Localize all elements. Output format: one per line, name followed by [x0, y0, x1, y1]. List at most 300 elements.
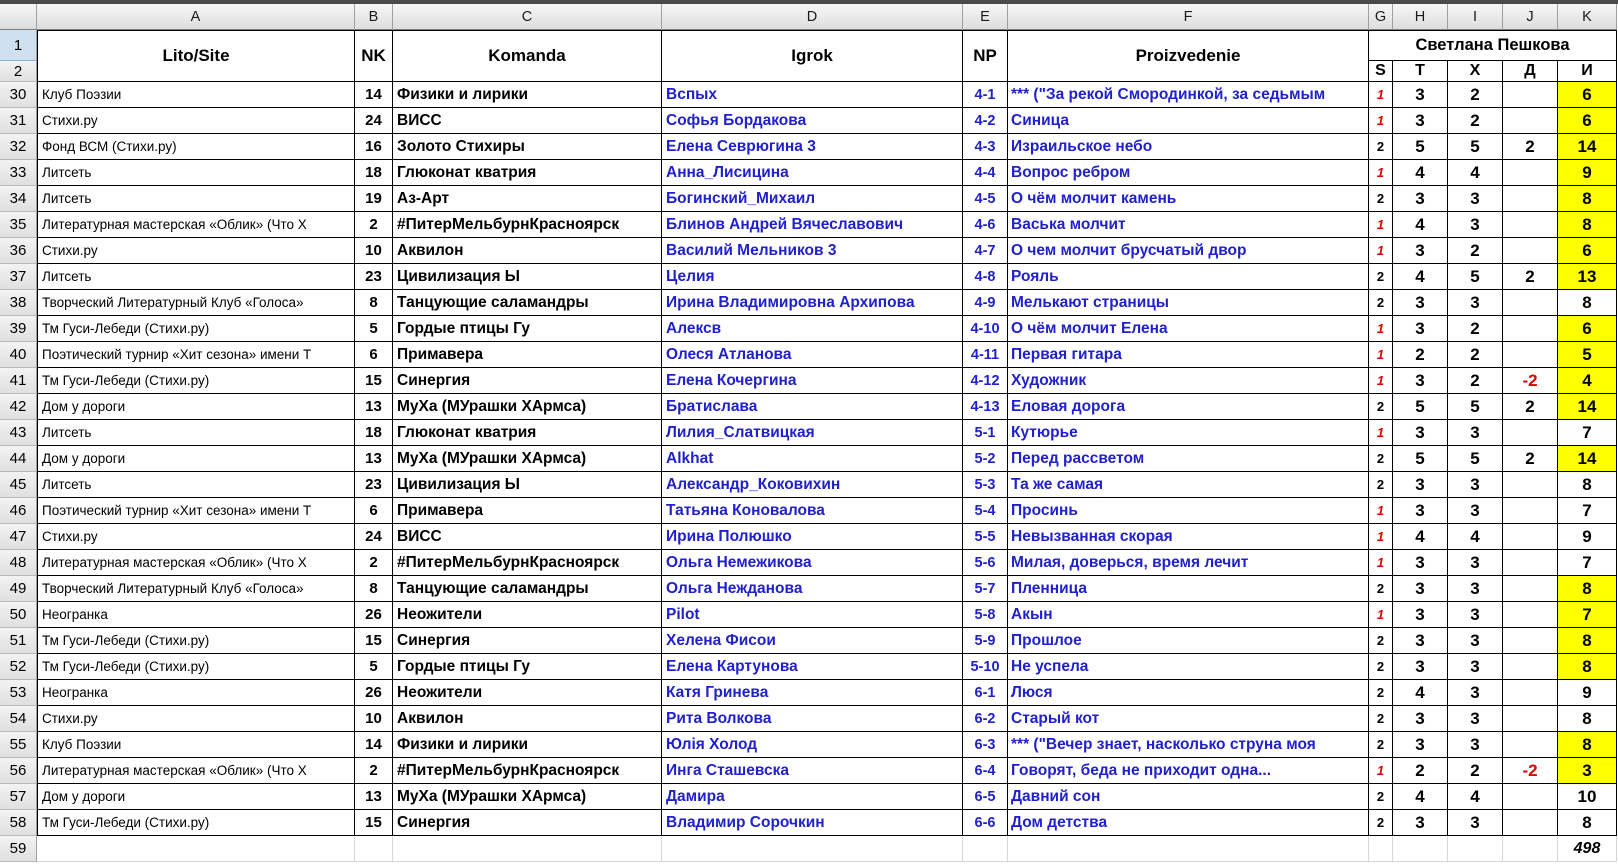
cell-proizvedenie[interactable]: Художник — [1008, 368, 1369, 394]
cell-score-x[interactable]: 3 — [1448, 186, 1503, 212]
row-number[interactable]: 42 — [0, 394, 37, 420]
header-sub-d[interactable]: Д — [1503, 61, 1558, 82]
cell-score-x[interactable]: 3 — [1448, 680, 1503, 706]
cell-score-d[interactable] — [1503, 550, 1558, 576]
cell-score-t[interactable]: 5 — [1393, 446, 1448, 472]
row-number[interactable]: 45 — [0, 472, 37, 498]
cell-score-x[interactable]: 4 — [1448, 160, 1503, 186]
cell-nk[interactable]: 13 — [355, 446, 393, 472]
cell-komanda[interactable]: Танцующие саламандры — [393, 290, 662, 316]
cell-proizvedenie[interactable]: Просинь — [1008, 498, 1369, 524]
cell-proizvedenie[interactable]: Вопрос ребром — [1008, 160, 1369, 186]
cell-np[interactable]: 5-9 — [963, 628, 1008, 654]
cell-np[interactable]: 6-1 — [963, 680, 1008, 706]
cell-proizvedenie[interactable]: Акын — [1008, 602, 1369, 628]
cell-np[interactable]: 5-7 — [963, 576, 1008, 602]
cell-score-total[interactable]: 7 — [1558, 498, 1617, 524]
cell-lito-site[interactable]: Тм Гуси-Лебеди (Стихи.ру) — [37, 628, 355, 654]
row-number[interactable]: 54 — [0, 706, 37, 732]
cell-lito-site[interactable]: Литсеть — [37, 420, 355, 446]
cell-komanda[interactable]: МуХа (МУрашки ХАрмса) — [393, 446, 662, 472]
cell-proizvedenie[interactable]: Израильское небо — [1008, 134, 1369, 160]
cell-score-x[interactable]: 3 — [1448, 498, 1503, 524]
cell-score-x[interactable]: 4 — [1448, 784, 1503, 810]
row-number[interactable]: 52 — [0, 654, 37, 680]
cell-score-x[interactable]: 3 — [1448, 810, 1503, 836]
cell-score-s[interactable]: 1 — [1369, 420, 1393, 446]
header-np[interactable]: NP — [963, 30, 1008, 82]
row-number[interactable]: 48 — [0, 550, 37, 576]
cell-score-total[interactable]: 13 — [1558, 264, 1617, 290]
cell-nk[interactable]: 15 — [355, 810, 393, 836]
cell-score-t[interactable]: 4 — [1393, 680, 1448, 706]
cell-score-t[interactable]: 2 — [1393, 342, 1448, 368]
row-number[interactable]: 35 — [0, 212, 37, 238]
cell-komanda[interactable]: МуХа (МУрашки ХАрмса) — [393, 784, 662, 810]
cell-score-d[interactable] — [1503, 524, 1558, 550]
cell-komanda[interactable]: #ПитерМельбурнКрасноярск — [393, 212, 662, 238]
cell-score-d[interactable] — [1503, 316, 1558, 342]
cell-proizvedenie[interactable]: Пленница — [1008, 576, 1369, 602]
cell-np[interactable]: 4-6 — [963, 212, 1008, 238]
cell-score-t[interactable]: 3 — [1393, 706, 1448, 732]
cell-np[interactable]: 4-7 — [963, 238, 1008, 264]
cell-score-total[interactable]: 7 — [1558, 602, 1617, 628]
cell-score-s[interactable]: 2 — [1369, 394, 1393, 420]
cell-np[interactable]: 4-2 — [963, 108, 1008, 134]
cell-score-t[interactable]: 3 — [1393, 602, 1448, 628]
cell-score-total[interactable]: 8 — [1558, 654, 1617, 680]
cell-score-x[interactable]: 3 — [1448, 576, 1503, 602]
cell-lito-site[interactable]: Стихи.ру — [37, 238, 355, 264]
cell-nk[interactable]: 18 — [355, 160, 393, 186]
cell-np[interactable]: 5-8 — [963, 602, 1008, 628]
cell-score-t[interactable]: 3 — [1393, 108, 1448, 134]
cell-igrok[interactable]: Елена Картунова — [662, 654, 963, 680]
cell-np[interactable]: 5-5 — [963, 524, 1008, 550]
cell-score-total[interactable]: 4 — [1558, 368, 1617, 394]
cell-igrok[interactable]: Целия — [662, 264, 963, 290]
cell-proizvedenie[interactable]: Та же самая — [1008, 472, 1369, 498]
cell-score-s[interactable]: 2 — [1369, 264, 1393, 290]
cell-score-d[interactable] — [1503, 82, 1558, 108]
cell-score-x[interactable]: 2 — [1448, 108, 1503, 134]
cell-lito-site[interactable]: Поэтический турнир «Хит сезона» имени Т — [37, 498, 355, 524]
cell-score-s[interactable]: 2 — [1369, 784, 1393, 810]
header-sub-s[interactable]: S — [1369, 61, 1393, 82]
cell-score-x[interactable]: 3 — [1448, 550, 1503, 576]
cell-score-x[interactable]: 4 — [1448, 524, 1503, 550]
cell-score-x[interactable]: 3 — [1448, 290, 1503, 316]
cell-proizvedenie[interactable]: Давний сон — [1008, 784, 1369, 810]
cell-proizvedenie[interactable]: О чём молчит Елена — [1008, 316, 1369, 342]
cell-nk[interactable]: 6 — [355, 342, 393, 368]
cell-score-s[interactable]: 1 — [1369, 108, 1393, 134]
cell-proizvedenie[interactable]: Мелькают страницы — [1008, 290, 1369, 316]
cell-lito-site[interactable]: Тм Гуси-Лебеди (Стихи.ру) — [37, 316, 355, 342]
cell-score-s[interactable]: 1 — [1369, 524, 1393, 550]
cell-np[interactable]: 6-3 — [963, 732, 1008, 758]
row-number[interactable]: 36 — [0, 238, 37, 264]
cell-score-d[interactable]: 2 — [1503, 134, 1558, 160]
cell-score-total[interactable]: 8 — [1558, 290, 1617, 316]
cell-igrok[interactable]: Ольга Немежикова — [662, 550, 963, 576]
cell-nk[interactable]: 15 — [355, 628, 393, 654]
cell-score-s[interactable]: 1 — [1369, 758, 1393, 784]
cell-nk[interactable]: 13 — [355, 394, 393, 420]
cell-score-x[interactable]: 3 — [1448, 654, 1503, 680]
cell-score-s[interactable]: 2 — [1369, 576, 1393, 602]
cell-proizvedenie[interactable]: Прошлое — [1008, 628, 1369, 654]
cell-empty[interactable] — [1369, 836, 1393, 862]
cell-lito-site[interactable]: Стихи.ру — [37, 706, 355, 732]
cell-score-x[interactable]: 2 — [1448, 238, 1503, 264]
cell-proizvedenie[interactable]: *** ("Вечер знает, насколько струна моя — [1008, 732, 1369, 758]
header-komanda[interactable]: Komanda — [393, 30, 662, 82]
cell-nk[interactable]: 15 — [355, 368, 393, 394]
cell-score-t[interactable]: 3 — [1393, 420, 1448, 446]
cell-komanda[interactable]: МуХа (МУрашки ХАрмса) — [393, 394, 662, 420]
cell-score-x[interactable]: 5 — [1448, 394, 1503, 420]
cell-np[interactable]: 5-10 — [963, 654, 1008, 680]
cell-igrok[interactable]: Олеся Атланова — [662, 342, 963, 368]
cell-score-x[interactable]: 2 — [1448, 368, 1503, 394]
cell-score-d[interactable] — [1503, 628, 1558, 654]
row-number[interactable]: 57 — [0, 784, 37, 810]
cell-lito-site[interactable]: Фонд ВСМ (Стихи.ру) — [37, 134, 355, 160]
total-score-cell[interactable]: 498 — [1558, 836, 1617, 862]
cell-score-total[interactable]: 10 — [1558, 784, 1617, 810]
cell-lito-site[interactable]: Литсеть — [37, 264, 355, 290]
cell-proizvedenie[interactable]: Говорят, беда не приходит одна... — [1008, 758, 1369, 784]
header-sub-i[interactable]: И — [1558, 61, 1617, 82]
header-igrok[interactable]: Igrok — [662, 30, 963, 82]
cell-proizvedenie[interactable]: *** ("За рекой Смородинкой, за седьмым — [1008, 82, 1369, 108]
col-header-H[interactable]: H — [1393, 4, 1448, 30]
cell-empty[interactable] — [1448, 836, 1503, 862]
cell-igrok[interactable]: Ирина Полюшко — [662, 524, 963, 550]
cell-np[interactable]: 4-1 — [963, 82, 1008, 108]
cell-komanda[interactable]: Глюконат кватрия — [393, 160, 662, 186]
cell-score-x[interactable]: 3 — [1448, 602, 1503, 628]
cell-score-d[interactable] — [1503, 160, 1558, 186]
cell-nk[interactable]: 24 — [355, 524, 393, 550]
cell-proizvedenie[interactable]: Кутюрье — [1008, 420, 1369, 446]
cell-igrok[interactable]: Татьяна Коновалова — [662, 498, 963, 524]
col-header-I[interactable]: I — [1448, 4, 1503, 30]
cell-komanda[interactable]: Примавера — [393, 342, 662, 368]
cell-lito-site[interactable]: Литсеть — [37, 160, 355, 186]
cell-lito-site[interactable]: Литературная мастерская «Облик» (Что Х — [37, 550, 355, 576]
cell-igrok[interactable]: Анна_Лисицина — [662, 160, 963, 186]
cell-proizvedenie[interactable]: Еловая дорога — [1008, 394, 1369, 420]
cell-lito-site[interactable]: Неогранка — [37, 602, 355, 628]
cell-np[interactable]: 5-6 — [963, 550, 1008, 576]
cell-score-d[interactable] — [1503, 784, 1558, 810]
cell-komanda[interactable]: Неожители — [393, 602, 662, 628]
cell-komanda[interactable]: Гордые птицы Гу — [393, 316, 662, 342]
cell-proizvedenie[interactable]: Первая гитара — [1008, 342, 1369, 368]
cell-igrok[interactable]: Владимир Сорочкин — [662, 810, 963, 836]
cell-score-d[interactable] — [1503, 472, 1558, 498]
cell-np[interactable]: 6-6 — [963, 810, 1008, 836]
col-header-K[interactable]: K — [1558, 4, 1617, 30]
header-judge-name[interactable]: Светлана Пешкова — [1369, 30, 1617, 61]
cell-score-t[interactable]: 5 — [1393, 394, 1448, 420]
cell-score-t[interactable]: 3 — [1393, 810, 1448, 836]
row-header-1[interactable]: 1 — [0, 30, 37, 61]
cell-np[interactable]: 5-3 — [963, 472, 1008, 498]
cell-score-s[interactable]: 1 — [1369, 238, 1393, 264]
cell-igrok[interactable]: Богинский_Михаил — [662, 186, 963, 212]
cell-igrok[interactable]: Александр_Коковихин — [662, 472, 963, 498]
cell-score-total[interactable]: 6 — [1558, 82, 1617, 108]
cell-score-d[interactable]: -2 — [1503, 758, 1558, 784]
cell-score-t[interactable]: 3 — [1393, 316, 1448, 342]
cell-score-d[interactable] — [1503, 238, 1558, 264]
cell-igrok[interactable]: Хелена Фисои — [662, 628, 963, 654]
col-header-F[interactable]: F — [1008, 4, 1369, 30]
cell-proizvedenie[interactable]: Васька молчит — [1008, 212, 1369, 238]
cell-score-total[interactable]: 7 — [1558, 420, 1617, 446]
row-number[interactable]: 58 — [0, 810, 37, 836]
cell-np[interactable]: 6-5 — [963, 784, 1008, 810]
cell-score-s[interactable]: 2 — [1369, 706, 1393, 732]
cell-igrok[interactable]: Алексв — [662, 316, 963, 342]
cell-score-s[interactable]: 2 — [1369, 654, 1393, 680]
cell-score-t[interactable]: 3 — [1393, 550, 1448, 576]
cell-komanda[interactable]: Синергия — [393, 368, 662, 394]
row-number[interactable]: 31 — [0, 108, 37, 134]
col-header-J[interactable]: J — [1503, 4, 1558, 30]
cell-score-x[interactable]: 2 — [1448, 342, 1503, 368]
col-header-E[interactable]: E — [963, 4, 1008, 30]
cell-igrok[interactable]: Вспых — [662, 82, 963, 108]
cell-nk[interactable]: 5 — [355, 316, 393, 342]
cell-score-d[interactable]: -2 — [1503, 368, 1558, 394]
cell-score-x[interactable]: 3 — [1448, 212, 1503, 238]
col-header-G[interactable]: G — [1369, 4, 1393, 30]
cell-igrok[interactable]: Юлія Холод — [662, 732, 963, 758]
cell-nk[interactable]: 23 — [355, 264, 393, 290]
row-number[interactable]: 38 — [0, 290, 37, 316]
cell-score-x[interactable]: 5 — [1448, 134, 1503, 160]
cell-komanda[interactable]: Цивилизация Ы — [393, 264, 662, 290]
cell-score-d[interactable] — [1503, 420, 1558, 446]
cell-score-total[interactable]: 8 — [1558, 212, 1617, 238]
cell-score-s[interactable]: 1 — [1369, 368, 1393, 394]
cell-nk[interactable]: 14 — [355, 82, 393, 108]
cell-score-t[interactable]: 3 — [1393, 290, 1448, 316]
row-number[interactable]: 55 — [0, 732, 37, 758]
col-header-C[interactable]: C — [393, 4, 662, 30]
cell-komanda[interactable]: Неожители — [393, 680, 662, 706]
cell-komanda[interactable]: #ПитерМельбурнКрасноярск — [393, 550, 662, 576]
cell-lito-site[interactable]: Творческий Литературный Клуб «Голоса» — [37, 290, 355, 316]
row-number[interactable]: 49 — [0, 576, 37, 602]
cell-score-s[interactable]: 1 — [1369, 498, 1393, 524]
cell-score-total[interactable]: 9 — [1558, 680, 1617, 706]
cell-nk[interactable]: 6 — [355, 498, 393, 524]
cell-proizvedenie[interactable]: Старый кот — [1008, 706, 1369, 732]
row-number[interactable]: 56 — [0, 758, 37, 784]
row-number[interactable]: 30 — [0, 82, 37, 108]
cell-np[interactable]: 4-10 — [963, 316, 1008, 342]
cell-igrok[interactable]: Софья Бордакова — [662, 108, 963, 134]
cell-score-x[interactable]: 5 — [1448, 446, 1503, 472]
cell-igrok[interactable]: Инга Сташевска — [662, 758, 963, 784]
cell-score-total[interactable]: 9 — [1558, 160, 1617, 186]
cell-score-t[interactable]: 3 — [1393, 186, 1448, 212]
cell-score-total[interactable]: 9 — [1558, 524, 1617, 550]
cell-komanda[interactable]: Глюконат кватрия — [393, 420, 662, 446]
cell-score-total[interactable]: 5 — [1558, 342, 1617, 368]
header-lito-site[interactable]: Lito/Site — [37, 30, 355, 82]
cell-score-t[interactable]: 4 — [1393, 264, 1448, 290]
cell-komanda[interactable]: Танцующие саламандры — [393, 576, 662, 602]
cell-proizvedenie[interactable]: Дом детства — [1008, 810, 1369, 836]
cell-np[interactable]: 4-9 — [963, 290, 1008, 316]
cell-score-total[interactable]: 8 — [1558, 186, 1617, 212]
cell-proizvedenie[interactable]: Перед рассветом — [1008, 446, 1369, 472]
cell-komanda[interactable]: Аквилон — [393, 706, 662, 732]
cell-igrok[interactable]: Ирина Владимировна Архипова — [662, 290, 963, 316]
cell-igrok[interactable]: Рита Волкова — [662, 706, 963, 732]
row-number[interactable]: 50 — [0, 602, 37, 628]
cell-score-d[interactable] — [1503, 732, 1558, 758]
cell-score-s[interactable]: 2 — [1369, 628, 1393, 654]
row-number[interactable]: 53 — [0, 680, 37, 706]
select-all-corner[interactable] — [0, 4, 37, 30]
cell-score-t[interactable]: 4 — [1393, 784, 1448, 810]
cell-score-total[interactable]: 6 — [1558, 316, 1617, 342]
cell-np[interactable]: 4-12 — [963, 368, 1008, 394]
cell-igrok[interactable]: Братислава — [662, 394, 963, 420]
cell-nk[interactable]: 26 — [355, 602, 393, 628]
cell-igrok[interactable]: Василий Мельников 3 — [662, 238, 963, 264]
cell-lito-site[interactable]: Литературная мастерская «Облик» (Что Х — [37, 212, 355, 238]
cell-score-t[interactable]: 2 — [1393, 758, 1448, 784]
cell-score-x[interactable]: 2 — [1448, 316, 1503, 342]
cell-score-d[interactable] — [1503, 576, 1558, 602]
cell-score-total[interactable]: 8 — [1558, 472, 1617, 498]
cell-score-t[interactable]: 3 — [1393, 654, 1448, 680]
cell-komanda[interactable]: Аз-Арт — [393, 186, 662, 212]
cell-score-t[interactable]: 4 — [1393, 160, 1448, 186]
row-number[interactable]: 44 — [0, 446, 37, 472]
row-number[interactable]: 47 — [0, 524, 37, 550]
cell-score-total[interactable]: 6 — [1558, 108, 1617, 134]
cell-komanda[interactable]: Золото Стихиры — [393, 134, 662, 160]
cell-nk[interactable]: 2 — [355, 550, 393, 576]
cell-komanda[interactable]: Синергия — [393, 628, 662, 654]
header-sub-t[interactable]: T — [1393, 61, 1448, 82]
cell-np[interactable]: 6-2 — [963, 706, 1008, 732]
cell-nk[interactable]: 16 — [355, 134, 393, 160]
cell-score-t[interactable]: 3 — [1393, 238, 1448, 264]
cell-nk[interactable]: 2 — [355, 212, 393, 238]
row-number[interactable]: 33 — [0, 160, 37, 186]
cell-score-s[interactable]: 1 — [1369, 602, 1393, 628]
cell-score-total[interactable]: 8 — [1558, 628, 1617, 654]
cell-proizvedenie[interactable]: Невызванная скорая — [1008, 524, 1369, 550]
cell-proizvedenie[interactable]: О чем молчит брусчатый двор — [1008, 238, 1369, 264]
cell-igrok[interactable]: Блинов Андрей Вячеславович — [662, 212, 963, 238]
cell-score-d[interactable] — [1503, 680, 1558, 706]
cell-np[interactable]: 6-4 — [963, 758, 1008, 784]
cell-nk[interactable]: 8 — [355, 290, 393, 316]
cell-igrok[interactable]: Катя Гринева — [662, 680, 963, 706]
cell-empty[interactable] — [1503, 836, 1558, 862]
cell-nk[interactable]: 2 — [355, 758, 393, 784]
cell-nk[interactable]: 14 — [355, 732, 393, 758]
cell-score-s[interactable]: 2 — [1369, 810, 1393, 836]
cell-score-t[interactable]: 3 — [1393, 368, 1448, 394]
row-number[interactable]: 34 — [0, 186, 37, 212]
cell-lito-site[interactable]: Литсеть — [37, 472, 355, 498]
cell-score-d[interactable] — [1503, 706, 1558, 732]
cell-score-d[interactable] — [1503, 810, 1558, 836]
cell-lito-site[interactable]: Клуб Поэзии — [37, 732, 355, 758]
cell-nk[interactable]: 5 — [355, 654, 393, 680]
cell-nk[interactable]: 8 — [355, 576, 393, 602]
cell-komanda[interactable]: Физики и лирики — [393, 732, 662, 758]
cell-score-total[interactable]: 3 — [1558, 758, 1617, 784]
cell-empty[interactable] — [1008, 836, 1369, 862]
cell-proizvedenie[interactable]: Рояль — [1008, 264, 1369, 290]
cell-np[interactable]: 4-4 — [963, 160, 1008, 186]
cell-score-s[interactable]: 2 — [1369, 290, 1393, 316]
cell-empty[interactable] — [37, 836, 355, 862]
cell-score-total[interactable]: 7 — [1558, 550, 1617, 576]
row-header-59[interactable]: 59 — [0, 836, 37, 862]
cell-np[interactable]: 4-3 — [963, 134, 1008, 160]
cell-score-x[interactable]: 3 — [1448, 472, 1503, 498]
cell-komanda[interactable]: Аквилон — [393, 238, 662, 264]
header-nk[interactable]: NK — [355, 30, 393, 82]
cell-proizvedenie[interactable]: О чём молчит камень — [1008, 186, 1369, 212]
row-number[interactable]: 40 — [0, 342, 37, 368]
cell-score-d[interactable] — [1503, 654, 1558, 680]
cell-empty[interactable] — [963, 836, 1008, 862]
cell-lito-site[interactable]: Дом у дороги — [37, 784, 355, 810]
cell-np[interactable]: 4-11 — [963, 342, 1008, 368]
cell-empty[interactable] — [355, 836, 393, 862]
cell-proizvedenie[interactable]: Милая, доверься, время лечит — [1008, 550, 1369, 576]
cell-igrok[interactable]: Лилия_Слатвицкая — [662, 420, 963, 446]
cell-score-x[interactable]: 3 — [1448, 628, 1503, 654]
cell-score-total[interactable]: 14 — [1558, 446, 1617, 472]
cell-score-s[interactable]: 2 — [1369, 446, 1393, 472]
cell-nk[interactable]: 10 — [355, 238, 393, 264]
cell-score-total[interactable]: 14 — [1558, 134, 1617, 160]
cell-komanda[interactable]: ВИСС — [393, 108, 662, 134]
cell-lito-site[interactable]: Дом у дороги — [37, 394, 355, 420]
cell-score-total[interactable]: 14 — [1558, 394, 1617, 420]
cell-proizvedenie[interactable]: Не успела — [1008, 654, 1369, 680]
cell-score-total[interactable]: 8 — [1558, 706, 1617, 732]
cell-nk[interactable]: 19 — [355, 186, 393, 212]
row-number[interactable]: 39 — [0, 316, 37, 342]
cell-score-x[interactable]: 3 — [1448, 420, 1503, 446]
cell-score-d[interactable] — [1503, 108, 1558, 134]
cell-score-t[interactable]: 3 — [1393, 628, 1448, 654]
cell-score-s[interactable]: 2 — [1369, 186, 1393, 212]
cell-igrok[interactable]: Alkhat — [662, 446, 963, 472]
cell-np[interactable]: 5-4 — [963, 498, 1008, 524]
cell-igrok[interactable]: Pilot — [662, 602, 963, 628]
cell-score-d[interactable] — [1503, 212, 1558, 238]
